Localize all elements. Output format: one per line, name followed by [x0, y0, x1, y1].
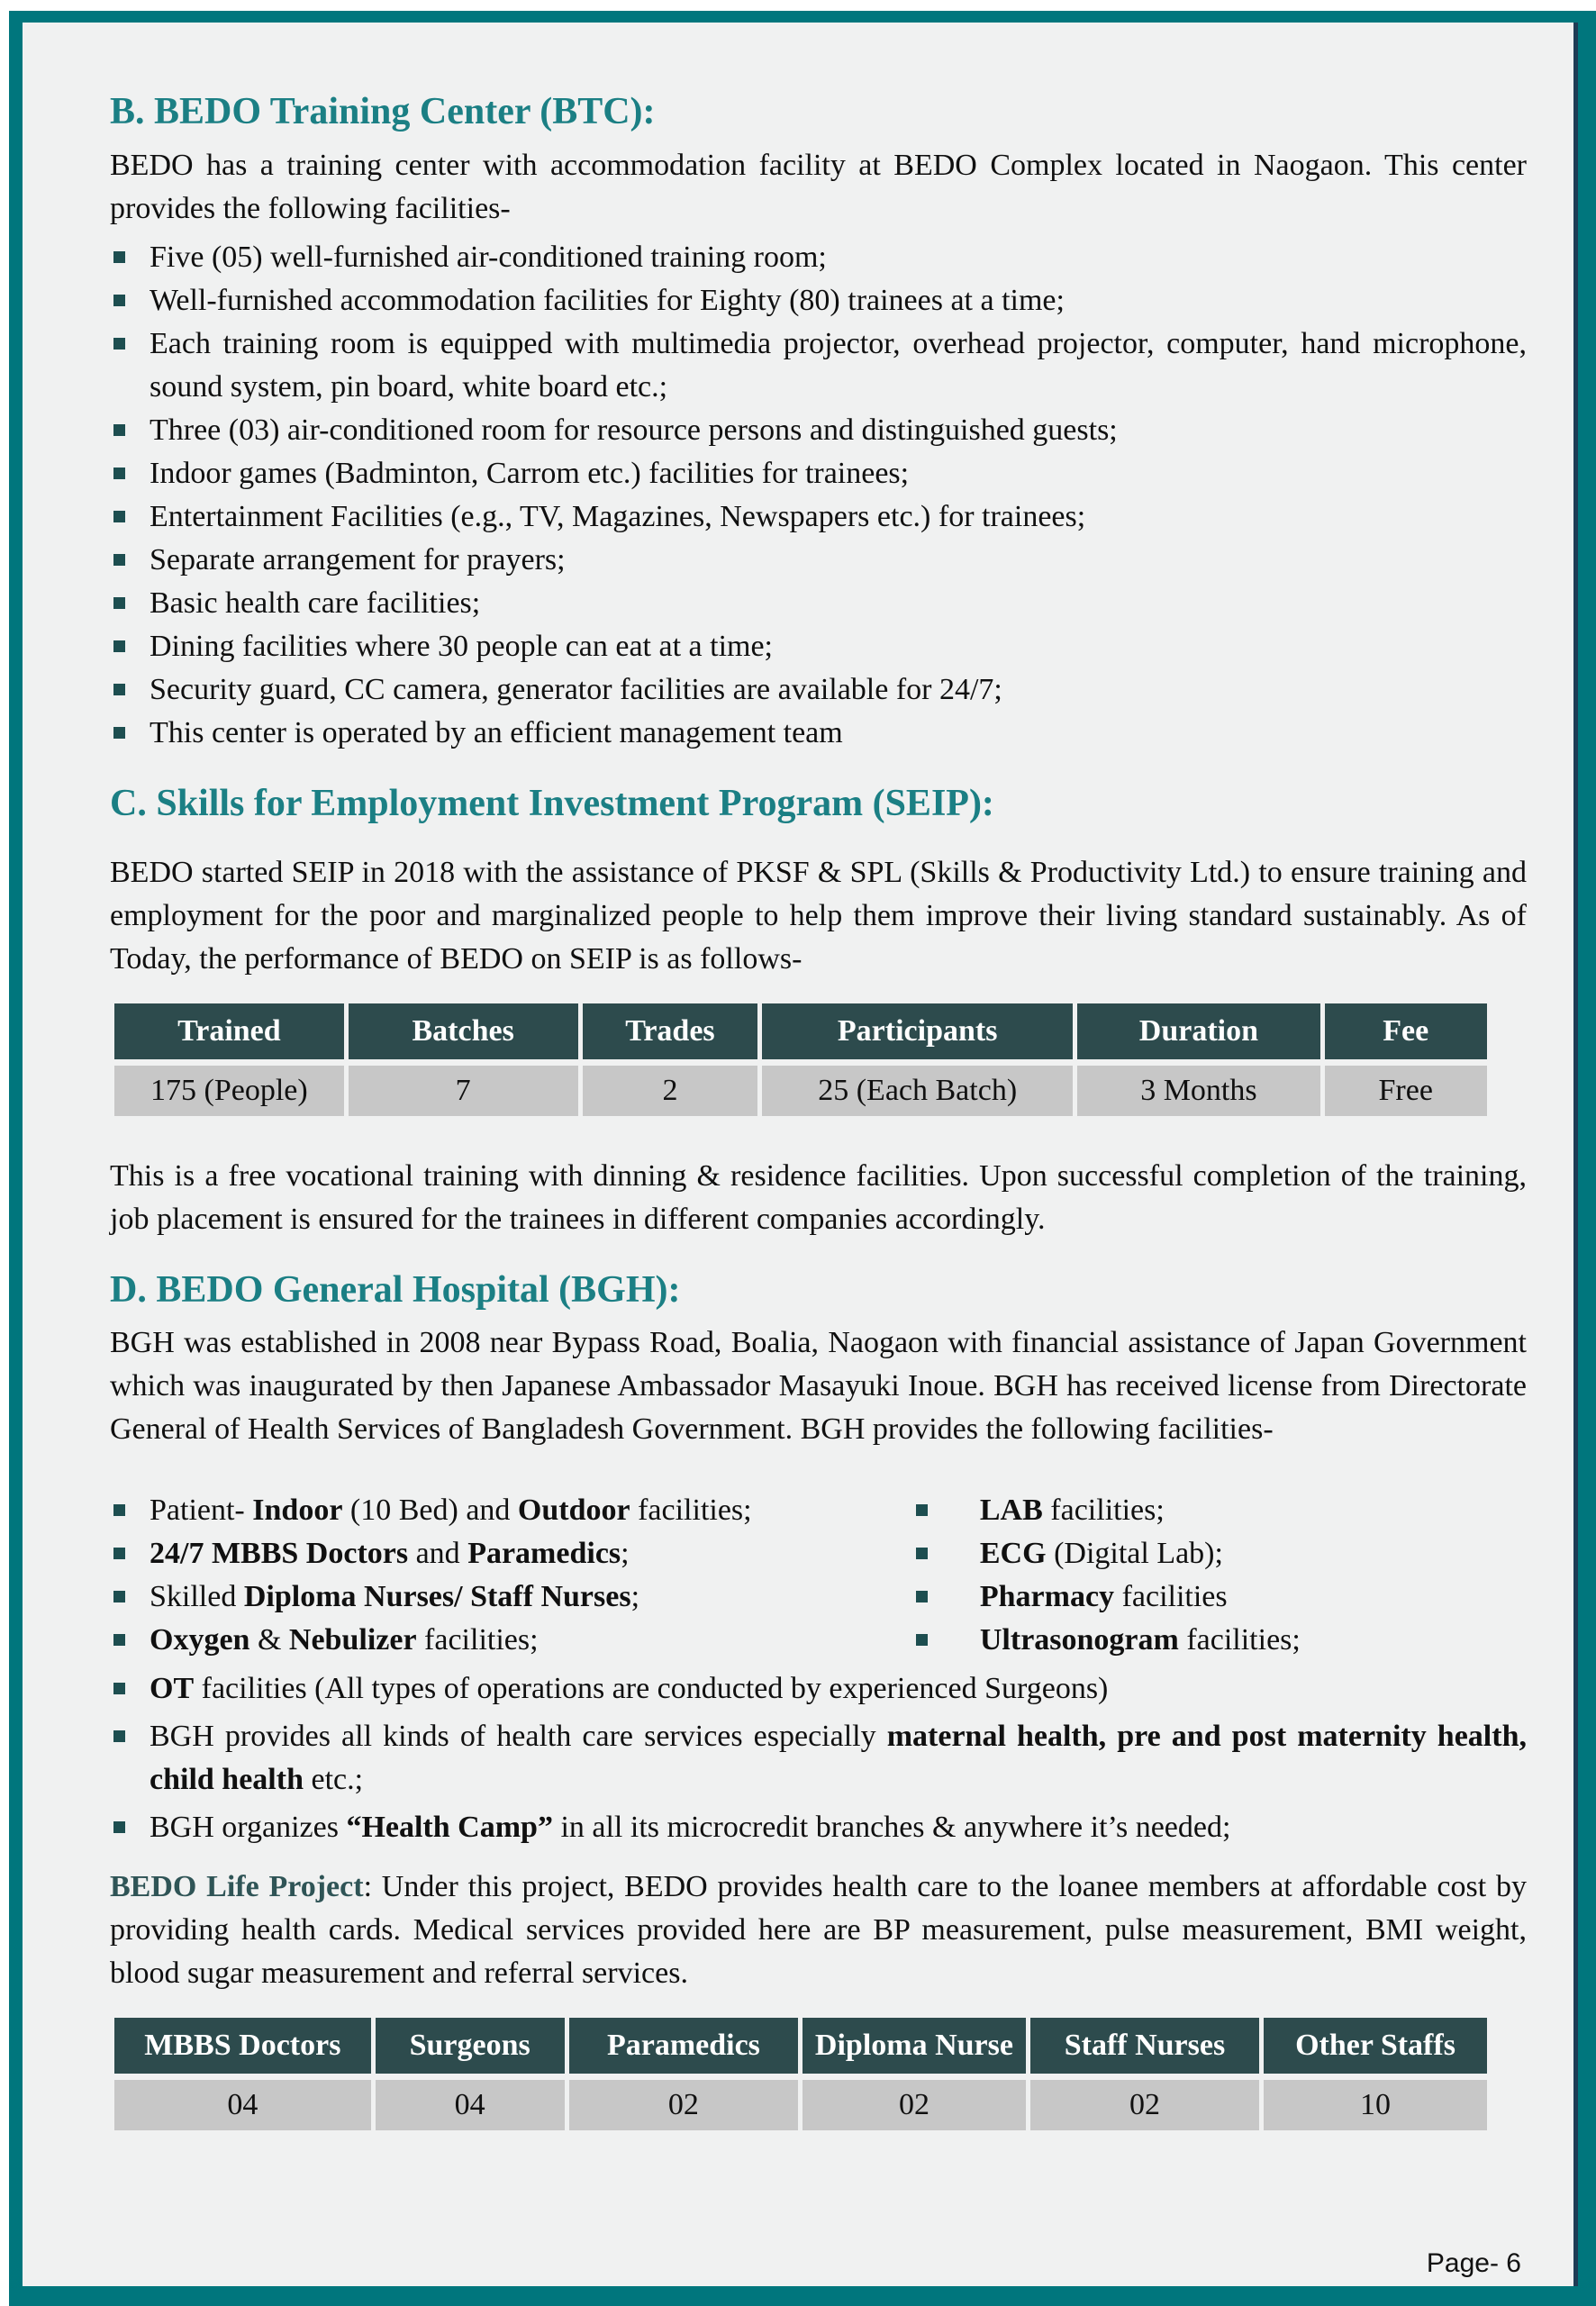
list-item	[110, 1619, 903, 1662]
page-number: Page- 6	[1426, 2248, 1521, 2278]
list-item	[110, 452, 1527, 495]
bullet-square-icon	[113, 640, 125, 652]
section-b-heading: B. BEDO Training Center (BTC):	[110, 91, 656, 132]
table-header-cell: Other Staffs	[1264, 2018, 1486, 2074]
bullet-square-icon	[916, 1634, 928, 1646]
bullet-square-icon	[113, 295, 125, 306]
list-item-text: Separate arrangement for prayers;	[150, 543, 566, 577]
bullet-square-icon	[113, 468, 125, 479]
bullet-square-icon	[916, 1548, 928, 1559]
bullet-square-icon	[916, 1591, 928, 1602]
table-header-cell: Surgeons	[376, 2018, 565, 2074]
table-cell: 04	[376, 2080, 565, 2130]
list-item-text: Well-furnished accommodation facilities for Eighty (80) trainees at a time;	[150, 284, 1065, 318]
btc-facilities-list	[110, 236, 1527, 755]
bullet-square-icon	[113, 1730, 125, 1742]
table-cell: 02	[803, 2080, 1025, 2130]
bullet-square-icon	[113, 1683, 125, 1694]
list-item	[903, 1489, 1527, 1532]
bgh-facilities-list-left	[110, 1489, 903, 1662]
bullet-square-icon	[113, 1591, 125, 1602]
table-header-cell: Staff Nurses	[1030, 2018, 1260, 2074]
table-cell: 175 (People)	[114, 1066, 344, 1116]
table-cell: 7	[349, 1066, 578, 1116]
bedo-life-project-text: : Under this project, BEDO provides health care to the loanee members at affordable cost by providing health cards. Medical services provided here are BP measurement, pulse measurement, BMI weight, blood sugar measurement and referral services.	[110, 1869, 1527, 1990]
list-item-text: Three (03) air-conditioned room for resource persons and distinguished guests;	[150, 413, 1118, 448]
table-header-cell: Paramedics	[569, 2018, 799, 2074]
bullet-square-icon	[113, 511, 125, 522]
table-row	[114, 1066, 1487, 1116]
bullet-square-icon	[113, 1821, 125, 1833]
list-item	[903, 1575, 1527, 1619]
list-item	[110, 236, 1527, 279]
table-cell: 02	[569, 2080, 799, 2130]
bedo-life-project-paragraph	[110, 1866, 1527, 1995]
list-item-text: Ultrasonogram facilities;	[979, 1622, 1301, 1657]
list-item	[903, 1532, 1527, 1575]
list-item-text: Each training room is equipped with multimedia projector, overhead projector, computer, hand microphone, sound system, pin board, white board etc.;	[150, 327, 1527, 404]
list-item	[110, 712, 1527, 755]
list-item-text: Patient- Indoor (10 Bed) and Outdoor facilities;	[150, 1493, 752, 1527]
list-item	[110, 409, 1527, 452]
list-item-text: OT facilities (All types of operations are conducted by experienced Surgeons)	[150, 1671, 1109, 1705]
table-cell: 02	[1030, 2080, 1260, 2130]
table-header-cell: Diploma Nurse	[803, 2018, 1025, 2074]
list-item-text: 24/7 MBBS Doctors and Paramedics;	[150, 1536, 630, 1570]
list-item	[110, 1667, 1527, 1711]
table-header-cell: Duration	[1077, 1003, 1320, 1060]
section-d-intro-paragraph: BGH was established in 2008 near Bypass Road, Boalia, Naogaon with financial assistance of Japan Government which was inaugurated by then Japanese Ambassador Masayuki Inoue. BGH has received license from Directorate General of Health Services of Bangladesh Government. BGH provides the following facilities-	[110, 1325, 1527, 1446]
list-item	[110, 668, 1527, 712]
bullet-square-icon	[113, 251, 125, 263]
table-header-cell: Participants	[762, 1003, 1073, 1060]
bgh-facilities-list-full	[110, 1667, 1527, 1849]
table-header-cell: MBBS Doctors	[114, 2018, 371, 2074]
list-item-text: This center is operated by an efficient management team	[150, 716, 843, 750]
list-item-text: Entertainment Facilities (e.g., TV, Magazines, Newspapers etc.) for trainees;	[150, 500, 1086, 534]
table-cell: 04	[114, 2080, 371, 2130]
table-row	[114, 2080, 1487, 2130]
section-d-heading: D. BEDO General Hospital (BGH):	[110, 1269, 681, 1312]
bullet-square-icon	[113, 684, 125, 695]
list-item-text: Basic health care facilities;	[150, 586, 481, 621]
list-item-text: Oxygen & Nebulizer facilities;	[150, 1622, 539, 1657]
list-item-text: Pharmacy facilities	[979, 1579, 1228, 1613]
bgh-facilities-list-right	[903, 1489, 1527, 1662]
section-c-heading: C. Skills for Employment Investment Program (SEIP):	[110, 783, 994, 825]
bullet-square-icon	[113, 727, 125, 739]
list-item-text: ECG (Digital Lab);	[979, 1536, 1223, 1570]
list-item-text: BGH organizes “Health Camp” in all its microcredit branches & anywhere it’s needed;	[150, 1810, 1231, 1844]
page-border-frame	[9, 11, 1596, 2306]
page-content	[23, 23, 1578, 2286]
table-header-cell: Trained	[114, 1003, 344, 1060]
list-item-text: Security guard, CC camera, generator facilities are available for 24/7;	[150, 673, 1002, 707]
list-item-text: Five (05) well-furnished air-conditioned training room;	[150, 241, 827, 275]
table-header-cell: Fee	[1325, 1003, 1487, 1060]
bgh-facilities-columns	[110, 1484, 1527, 1662]
list-item	[903, 1619, 1527, 1662]
section-c-intro-paragraph: BEDO started SEIP in 2018 with the assistance of PKSF & SPL (Skills & Productivity Ltd.) to ensure training and employment for the poor and marginalized people to help them improve their living standard sustainably. As of Today, the performance of BEDO on SEIP is as follows-	[110, 855, 1527, 976]
table-header-cell: Batches	[349, 1003, 578, 1060]
bullet-square-icon	[113, 1504, 125, 1516]
list-item	[110, 279, 1527, 322]
seip-performance-table	[110, 997, 1492, 1123]
list-item	[110, 1806, 1527, 1849]
bullet-square-icon	[916, 1504, 928, 1516]
list-item	[110, 322, 1527, 409]
list-item	[110, 582, 1527, 625]
table-cell: 2	[583, 1066, 758, 1116]
list-item	[110, 495, 1527, 539]
table-cell: 25 (Each Batch)	[762, 1066, 1073, 1116]
bullet-square-icon	[113, 338, 125, 350]
bgh-staff-table	[110, 2011, 1492, 2138]
section-b-intro-paragraph: BEDO has a training center with accommodation facility at BEDO Complex located in Naogaon. This center provides the following facilities-	[110, 149, 1527, 226]
bullet-square-icon	[113, 1548, 125, 1559]
section-c-outro-paragraph: This is a free vocational training with dinning & residence facilities. Upon successful completion of the training, job placement is ensured for the trainees in different companies accordingly.	[110, 1159, 1527, 1237]
list-item-text: BGH provides all kinds of health care services especially maternal health, pre and post maternity health, child health etc.;	[150, 1719, 1527, 1796]
table-header-cell: Trades	[583, 1003, 758, 1060]
bedo-life-project-title: BEDO Life Project	[110, 1869, 364, 1903]
list-item	[110, 539, 1527, 582]
bullet-square-icon	[113, 554, 125, 566]
list-item-text: Skilled Diploma Nurses/ Staff Nurses;	[150, 1579, 640, 1613]
list-item	[110, 1489, 903, 1532]
table-cell: 10	[1264, 2080, 1486, 2130]
list-item	[110, 1715, 1527, 1802]
table-cell: 3 Months	[1077, 1066, 1320, 1116]
list-item-text: Indoor games (Badminton, Carrom etc.) facilities for trainees;	[150, 457, 910, 491]
list-item-text: LAB facilities;	[979, 1493, 1165, 1527]
list-item	[110, 1575, 903, 1619]
list-item-text: Dining facilities where 30 people can eat at a time;	[150, 630, 774, 664]
bullet-square-icon	[113, 1634, 125, 1646]
bullet-square-icon	[113, 424, 125, 436]
table-cell: Free	[1325, 1066, 1487, 1116]
list-item	[110, 1532, 903, 1575]
list-item	[110, 625, 1527, 668]
bullet-square-icon	[113, 597, 125, 609]
